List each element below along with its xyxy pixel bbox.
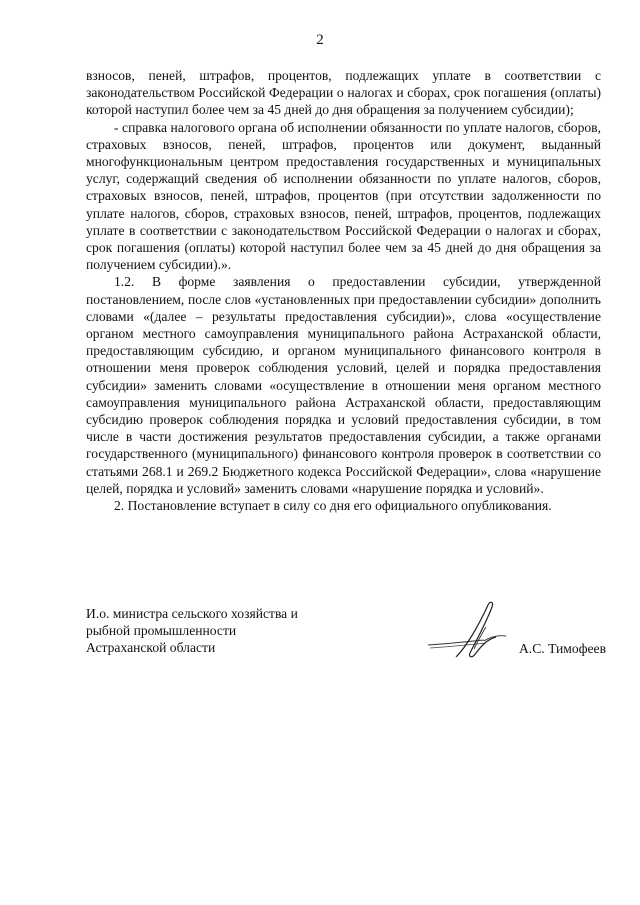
handwritten-signature: [426, 597, 516, 667]
signatory-name: А.С. Тимофеев: [518, 641, 606, 656]
paragraph-2: 2. Постановление вступает в силу со дня его официального опубликования.: [114, 498, 552, 514]
document-body: [86, 67, 601, 514]
signature-block: [86, 605, 606, 665]
signatory-title-line: рыбной промышленности: [86, 623, 237, 639]
paragraph-1-2: 1.2. В форме заявления о предоставлении субсидии, утвержденной постановлением, после слов «установленных при предоставлении субсидии» дополнить словами «(далее – результаты предоставления субсидии)», слова «осуществление органом местного самоуправления муниципального района Астраханской области, предоставляющим субсидию, и органом муниципального финансового контроля в отношении меня проверок соблюдения условий, целей и порядка предоставления субсидии» заменить словами «осуществление в отношении меня органом местного самоуправления муниципального района Астраханской области, предоставляющим субсидию проверок соблюдения порядка и условий предоставления субсидии, в том числе в части достижения результатов предоставления субсидии, а также органами государственного (муниципального) финансового контроля проверок в соответствии со статьями 268.1 и 269.2 Бюджетного кодекса Российской Федерации», слова «нарушение целей, порядка и условий» заменить словами «нарушение порядка и условий».: [86, 274, 601, 496]
signatory-title-line: И.о. министра сельского хозяйства и: [86, 606, 298, 621]
page-number: 2: [316, 32, 324, 48]
paragraph-tax-certificate: - справка налогового органа об исполнении обязанности по уплате налогов, сборов, страховых взносов, пеней, штрафов, процентов или документ, выданный многофункциональным центром предоставления государственных и муниципальных услуг, содержащий сведения об исполнении обязанности по уплате налогов, сборов, страховых взносов, пеней, штрафов, процентов (при отсутствии задолженности по уплате налогов, сборов, страховых взносов, пеней, штрафов, процентов, подлежащих уплате в соответствии с законодательством Российской Федерации о налогах и сборах, срок погашения (оплаты) которой наступил более чем за 45 дней до дня обращения за получением субсидии).».: [86, 119, 601, 273]
signatory-title: [86, 605, 356, 657]
paragraph-fines: взносов, пеней, штрафов, процентов, подлежащих уплате в соответствии с законодательством Российской Федерации о налогах и сборах, срок погашения (оплаты) которой наступил более чем за 45 дней до дня обращения за получением субсидии);: [86, 68, 601, 118]
signatory-title-line: Астраханской области: [86, 640, 216, 656]
